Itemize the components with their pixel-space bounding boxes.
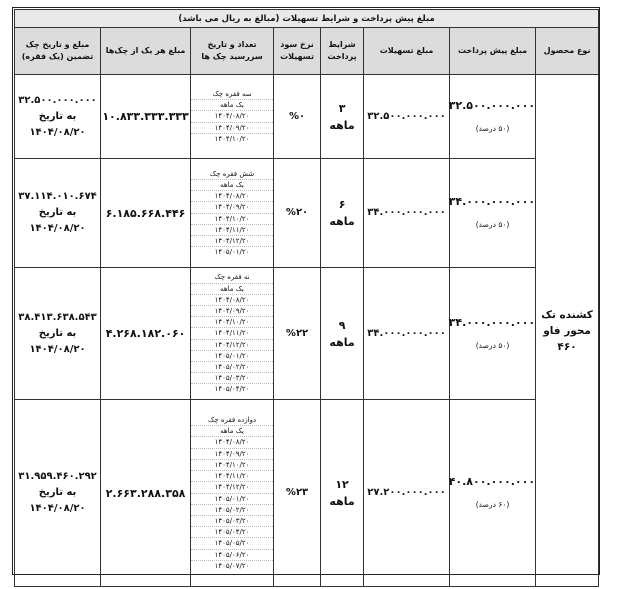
prepayment-cell bbox=[450, 75, 536, 159]
prepayment-percent: (۵۰ درصد) bbox=[475, 220, 510, 229]
table-row bbox=[15, 159, 599, 268]
cheque-line: سه فقره چک bbox=[191, 89, 273, 100]
cheque-line: یک ماهه bbox=[191, 426, 273, 437]
months-value: ۱۲ bbox=[335, 478, 349, 491]
table-row bbox=[15, 75, 599, 159]
header-each-cheque-amount: مبلغ هر یک از چک‌ها bbox=[101, 28, 191, 75]
prepayment-cell bbox=[450, 159, 536, 268]
prepayment-cell bbox=[450, 268, 536, 400]
cheque-dates-cell bbox=[191, 75, 274, 159]
product-type-cell: کشنده تک محور فاو ۴۶۰ bbox=[536, 75, 599, 587]
cheque-line: شش فقره چک bbox=[191, 169, 273, 180]
guarantee-cell bbox=[15, 268, 101, 400]
prepayment-amount: ۴۰.۸۰۰.۰۰۰.۰۰۰ bbox=[448, 475, 536, 488]
prepayment-amount: ۳۴.۰۰۰.۰۰۰.۰۰۰ bbox=[448, 195, 536, 208]
guarantee-prefix: به تاریخ bbox=[38, 207, 77, 218]
cheque-line: ۱۴۰۵/۰۳/۲۰ bbox=[191, 516, 273, 527]
guarantee-cell bbox=[15, 159, 101, 268]
interest-rate-cell: %۲۰ bbox=[274, 159, 321, 268]
loan-amount-cell: ۳۴.۰۰۰.۰۰۰.۰۰۰ bbox=[364, 159, 450, 268]
cheque-line: ۱۴۰۴/۰۹/۲۰ bbox=[191, 449, 273, 460]
each-cheque-cell: ۶.۱۸۵.۶۶۸.۴۴۶ bbox=[101, 159, 191, 268]
cheque-line: ۱۴۰۵/۰۵/۲۰ bbox=[191, 538, 273, 549]
header-guarantee-cheque: مبلغ و تاریخ چک تضمین (یک فقره) bbox=[15, 28, 101, 75]
payment-terms-cell bbox=[321, 75, 364, 159]
cheque-line: نه فقره چک bbox=[191, 272, 273, 283]
each-cheque-cell: ۲.۶۶۳.۲۸۸.۳۵۸ bbox=[101, 400, 191, 587]
table-row bbox=[15, 268, 599, 400]
header-cheque-count-dates: تعداد و تاریخ سررسید چک ها bbox=[191, 28, 274, 75]
months-unit: ماهه bbox=[329, 495, 355, 508]
cheque-line: ۱۴۰۵/۰۴/۲۰ bbox=[191, 527, 273, 538]
cheque-line: ۱۴۰۵/۰۲/۲۰ bbox=[191, 362, 273, 373]
table-row bbox=[15, 400, 599, 587]
cheque-line: ۱۴۰۴/۱۲/۲۰ bbox=[191, 482, 273, 493]
loan-amount-cell: ۳۲.۵۰۰.۰۰۰.۰۰۰ bbox=[364, 75, 450, 159]
header-product-type: نوع محصول bbox=[536, 28, 599, 75]
header-loan-amount: مبلغ تسهیلات bbox=[364, 28, 450, 75]
cheque-line: ۱۴۰۴/۱۲/۲۰ bbox=[191, 236, 273, 247]
guarantee-cell bbox=[15, 75, 101, 159]
cheque-line: ۱۴۰۴/۱۱/۲۰ bbox=[191, 471, 273, 482]
payment-terms-cell bbox=[321, 159, 364, 268]
guarantee-prefix: به تاریخ bbox=[38, 487, 77, 498]
guarantee-amount: ۳۱.۹۵۹.۴۶۰.۲۹۲ bbox=[18, 471, 97, 482]
table-title: مبلغ پیش پرداخت و شرایط تسهیلات (مبالغ به ریال می باشد) bbox=[15, 10, 599, 28]
cheque-line: ۱۴۰۴/۰۸/۲۰ bbox=[191, 191, 273, 202]
cheque-line: ۱۴۰۵/۰۱/۲۰ bbox=[191, 351, 273, 362]
months-value: ۹ bbox=[338, 318, 346, 332]
installment-table bbox=[14, 9, 599, 587]
cheque-line: دوازده فقره چک bbox=[191, 415, 273, 426]
cheque-dates-cell bbox=[191, 400, 274, 587]
guarantee-prefix: به تاریخ bbox=[38, 110, 77, 122]
each-cheque-cell: ۴.۲۶۸.۱۸۲.۰۶۰ bbox=[101, 268, 191, 400]
header-interest-rate: نرخ سود تسهیلات bbox=[274, 28, 321, 75]
cheque-line: ۱۴۰۵/۰۴/۲۰ bbox=[214, 385, 250, 394]
months-value: ۳ bbox=[338, 101, 346, 115]
guarantee-cell bbox=[15, 400, 101, 587]
loan-amount-cell: ۳۴.۰۰۰.۰۰۰.۰۰۰ bbox=[364, 268, 450, 400]
cheque-line: یک ماهه bbox=[191, 284, 273, 295]
cheque-line: ۱۴۰۵/۰۱/۲۰ bbox=[214, 248, 250, 257]
guarantee-amount: ۳۷.۱۱۴.۰۱۰.۶۷۴ bbox=[18, 191, 97, 202]
prepayment-amount: ۳۲.۵۰۰.۰۰۰.۰۰۰ bbox=[448, 98, 536, 112]
guarantee-date: ۱۴۰۴/۰۸/۲۰ bbox=[29, 223, 86, 234]
payment-terms-cell bbox=[321, 400, 364, 587]
prepayment-cell bbox=[450, 400, 536, 587]
cheque-line: ۱۴۰۵/۰۶/۲۰ bbox=[191, 550, 273, 561]
cheque-line: ۱۴۰۵/۰۷/۲۰ bbox=[214, 561, 250, 570]
cheque-line: یک ماهه bbox=[191, 180, 273, 191]
cheque-line: ۱۴۰۴/۱۰/۲۰ bbox=[214, 134, 250, 143]
guarantee-date: ۱۴۰۴/۰۸/۲۰ bbox=[29, 343, 86, 355]
cheque-line: ۱۴۰۵/۰۱/۲۰ bbox=[191, 494, 273, 505]
cheque-line: ۱۴۰۴/۰۹/۲۰ bbox=[191, 123, 273, 134]
loan-amount-cell: ۲۷.۲۰۰.۰۰۰.۰۰۰ bbox=[364, 400, 450, 587]
header-prepayment: مبلغ پیش پرداخت bbox=[450, 28, 536, 75]
cheque-line: ۱۴۰۴/۰۸/۲۰ bbox=[191, 437, 273, 448]
guarantee-prefix: به تاریخ bbox=[38, 327, 77, 339]
cheque-line: ۱۴۰۴/۱۰/۲۰ bbox=[191, 317, 273, 328]
months-unit: ماهه bbox=[329, 215, 355, 228]
cheque-line: ۱۴۰۴/۱۲/۲۰ bbox=[191, 340, 273, 351]
cheque-line: ۱۴۰۵/۰۲/۲۰ bbox=[191, 505, 273, 516]
cheque-line: ۱۴۰۵/۰۳/۲۰ bbox=[191, 373, 273, 384]
cheque-line: یک ماهه bbox=[191, 100, 273, 111]
months-value: ۶ bbox=[338, 198, 346, 211]
months-unit: ماهه bbox=[329, 118, 355, 132]
interest-rate-cell: %۰ bbox=[274, 75, 321, 159]
cheque-line: ۱۴۰۴/۰۸/۲۰ bbox=[191, 295, 273, 306]
header-payment-terms: شرایط پرداخت bbox=[321, 28, 364, 75]
interest-rate-cell: %۲۳ bbox=[274, 400, 321, 587]
cheque-line: ۱۴۰۴/۰۹/۲۰ bbox=[191, 306, 273, 317]
prepayment-percent: (۵۰ درصد) bbox=[475, 123, 510, 133]
prepayment-percent: (۶۰ درصد) bbox=[475, 500, 510, 509]
guarantee-amount: ۳۲.۵۰۰.۰۰۰.۰۰۰ bbox=[18, 94, 97, 106]
cheque-line: ۱۴۰۴/۱۰/۲۰ bbox=[191, 214, 273, 225]
cheque-line: ۱۴۰۴/۱۰/۲۰ bbox=[191, 460, 273, 471]
guarantee-date: ۱۴۰۴/۰۸/۲۰ bbox=[29, 126, 86, 138]
guarantee-amount: ۳۸.۴۱۳.۶۳۸.۵۴۳ bbox=[18, 311, 97, 323]
cheque-dates-cell bbox=[191, 268, 274, 400]
months-unit: ماهه bbox=[329, 335, 355, 349]
prepayment-amount: ۳۴.۰۰۰.۰۰۰.۰۰۰ bbox=[448, 315, 536, 329]
cheque-line: ۱۴۰۴/۱۱/۲۰ bbox=[191, 225, 273, 236]
cheque-line: ۱۴۰۴/۰۹/۲۰ bbox=[191, 202, 273, 213]
prepayment-percent: (۵۰ درصد) bbox=[475, 340, 510, 350]
guarantee-date: ۱۴۰۴/۰۸/۲۰ bbox=[29, 503, 86, 514]
cheque-line: ۱۴۰۴/۰۸/۲۰ bbox=[191, 111, 273, 122]
cheque-line: ۱۴۰۴/۱۱/۲۰ bbox=[191, 328, 273, 339]
interest-rate-cell: %۲۲ bbox=[274, 268, 321, 400]
each-cheque-cell: ۱۰.۸۳۳.۳۳۳.۳۳۳ bbox=[101, 75, 191, 159]
payment-terms-cell bbox=[321, 268, 364, 400]
cheque-dates-cell bbox=[191, 159, 274, 268]
